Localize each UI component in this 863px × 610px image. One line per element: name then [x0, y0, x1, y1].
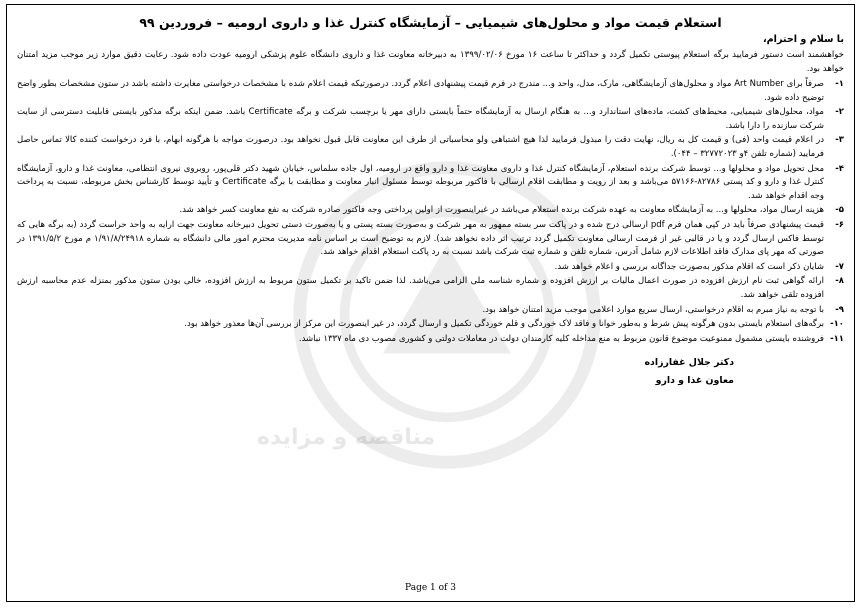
list-item	[17, 275, 844, 302]
list-item-text: برگه‌های استعلام بایستی بدون هرگونه پیش شرط و به‌طور خوانا و فاقد لاک خوردگی و قلم خوردگی تکمیل و ارسال گردد، در غیر اینصورت این مرکز از بررسی آن‌ها معذور خواهد بود.	[184, 319, 824, 330]
list-item-number: ۵-	[835, 205, 844, 216]
list-item	[17, 106, 844, 133]
list-item-text: هزینه ارسال مواد، محلولها و... به آزمایشگاه معاونت به عهده شرکت برنده استعلام می‌باشد در غیراینصورت از اولین پرداختی وجه فاکتور صادره شرکت به نفع معاونت کسر خواهد شد.	[179, 205, 824, 216]
list-item-number: ۱۱-	[830, 333, 844, 344]
list-item-number: ۳-	[835, 135, 844, 146]
signature-block	[17, 354, 844, 390]
list-item	[17, 78, 844, 105]
list-item-text: محل تحویل مواد و محلولها و... توسط شرکت برنده استعلام، آزمایشگاه کنترل غذا و داروی معاونت غذا و دارو واقع در ارومیه، اول جاده سلماس، خیابان شهید دکتر قلی‌پور، روبروی نیروی انتظامی، معاونت غذا و دارو، آزمایشگاه کنترل غذا و دارو و کد پستی ۸۲۷۸۶-۵۷۱۶۶ می‌باشد و بعد از رویت و مطابقت اقلام ارسالی با فاکتور مربوطه توسط مسئول انبار معاونت و مطابقت با برگه Certificate و تأیید توسط کارشناس بخش مربوطه، نسبت به پرداخت وجه اقدام خواهد شد.	[17, 163, 824, 201]
list-item-number: ۴-	[835, 163, 844, 174]
list-item	[17, 163, 844, 204]
document-page	[6, 4, 855, 602]
list-item-text: در اعلام قیمت واحد (فی) و قیمت کل به ریال، نهایت دقت را مبذول فرمایید لذا هیچ اشتباهی ولو محاسباتی از طرف این معاونت قابل قبول نخواهد بود. درصورت مواجه با هرگونه ابهام، با فرد درخواست کننده کالا تماس حاصل فرمایید (شماره تلفن ۴و ۳۲۷۷۲۰۲۳ – ۰۴۴).	[17, 135, 824, 159]
list-item	[17, 134, 844, 161]
list-item-text: قیمت پیشنهادی صرفاً باید در کپی همان فرم pdf ارسالی درج شده و در پاکت سر بسته ممهور به مهر شرکت و به‌صورت بسته پستی و یا به‌صورت دستی تحویل دبیرخانه معاونت جهت ارایه به واحد حراست گردد (به برگه هایی که توسط فاکس ارسال گردد و یا در قالبی غیر از فرمت ارسالی معاونت تکمیل گردد ترتیب اثر داده نخواهد شد). لازم به توضیح است بر اساس نامه مدیریت محترم امور مالی دانشگاه به شماره ۱/۹۱/۸/۲۴۹۱۸ م مورخ ۱۳۹۱/۵/۲ در صورتی که مهر پای مدارک فاقد اطلاعات لازم شامل آدرس، شماره تلفن و شماره ثبت شرکت باشد نسبت به رد پاکت استعلام اقدام خواهد شد.	[17, 219, 824, 258]
list-item-number: ۲-	[835, 107, 844, 118]
document-title: استعلام قیمت مواد و محلول‌های شیمیایی – آزمایشگاه کنترل غذا و داروی ارومیه – فروردین ۹۹	[139, 15, 722, 30]
list-item	[17, 333, 844, 347]
list-item-number: ۱۰-	[830, 319, 844, 330]
intro-paragraph: خواهشمند است دستور فرمایید برگه استعلام پیوستی تکمیل گردد و حداکثر تا ساعت ۱۶ مورخ ۱۳۹۹/۰۲/۰۶ به دبیرخانه معاونت غذا و داروی دانشگاه علوم پزشکی ارومیه عودت داده شود. رعایت دقیق موارد زیر موجب مزید امتنان خواهد بود.	[17, 50, 844, 74]
list-item	[17, 304, 844, 318]
list-item	[17, 318, 844, 332]
list-item-text: با توجه به نیاز مبرم به اقلام درخواستی، ارسال سریع موارد اعلامی موجب مزید امتنان خواهد بود.	[482, 304, 824, 315]
list-item-number: ۱-	[835, 79, 844, 89]
list-item	[17, 204, 844, 218]
document-body	[17, 15, 844, 577]
page-number: Page 1 of 3	[405, 583, 456, 593]
list-item-text: شایان ذکر است که اقلام مذکور به‌صورت جداگانه بررسی و اعلام خواهد شد.	[554, 261, 824, 272]
conditions-list	[17, 78, 844, 346]
list-item-number: ۹-	[835, 304, 844, 315]
greeting: با سلام و احترام،	[763, 34, 844, 45]
watermark-text: مناقصه و مزایده	[257, 425, 436, 450]
list-item-number: ۸-	[835, 276, 844, 287]
list-item-number: ۶-	[835, 219, 844, 230]
list-item-text: مواد، محلول‌های شیمیایی، محیط‌های کشت، ماده‌های استاندارد و... به هنگام ارسال به آزمایشگاه حتماً بایستی دارای مهر یا برچسب شرکت و برگه Certificate باشد. ضمن اینکه برگه مذکور بایستی قابلیت دسترسی از سایت شرکت سازنده را دارا باشد.	[17, 107, 824, 131]
list-item	[17, 219, 844, 260]
signature-name: دکتر جلال غفارزاده	[644, 357, 734, 369]
list-item-text: فروشنده بایستی مشمول ممنوعیت موضوع قانون مربوط به منع مداخله کلیه کارمندان دولت در معاملات دولتی و کشوری مصوب دی ماه ۱۳۳۷ نباشد.	[298, 333, 824, 344]
list-item	[17, 261, 844, 275]
signature-title: معاون غذا و دارو	[655, 375, 734, 387]
list-item-text: ارائه گواهی ثبت نام ارزش افزوده در صورت اعمال مالیات بر ارزش افزوده و شماره شناسه ملی الزامی می‌باشد. لذا ضمن تاکید بر تکمیل ستون مربوط به ارزش افزوده، خالی بودن ستون مذکور بمنزله عدم محاسبه ارزش افزوده تلقی خواهد شد.	[17, 276, 824, 300]
list-item-text: صرفاً برای Art Number مواد و محلول‌های آزمایشگاهی، مارک، مدل، واحد و... مندرج در فرم قیمت پیشنهادی اعلام گردد. درصورتیکه قیمت اعلام شده با مشخصات درخواستی مغایرت داشته باشد در ستون مشخصات بطور واضح توضیح داده شود.	[17, 79, 824, 103]
list-item-number: ۷-	[835, 261, 844, 272]
